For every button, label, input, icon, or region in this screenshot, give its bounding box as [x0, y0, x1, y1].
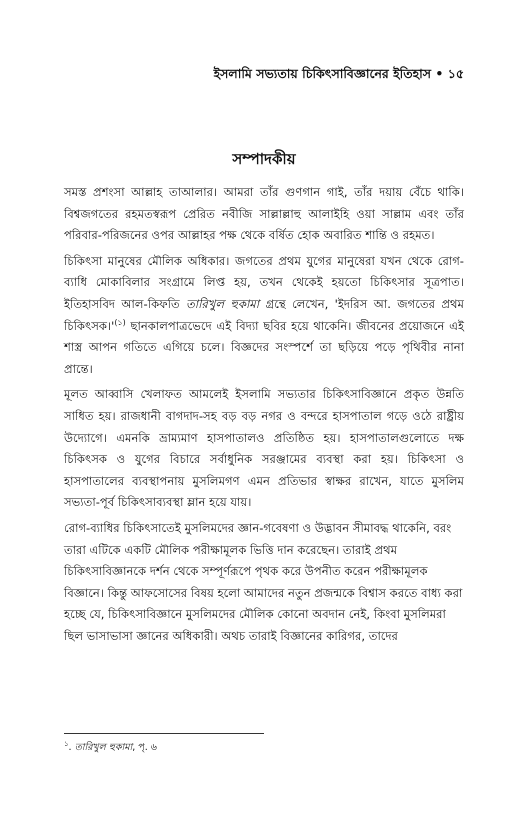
- paragraph-2-part-3: ছানকালপাত্রভেদে এই বিদ্যা ছবির হয়ে থাকেনি। জীবনের প্রয়োজনে এই শাস্ত্র আপন গতিতে এগিয়ে চলে। বিজ্ঞদের সংস্পর্শে তা ছড়িয়ে পড়ে পৃথিবীর নানা প্রান্তে।: [64, 318, 464, 376]
- paragraph-3: মূলত আব্বাসি খেলাফত আমলেই ইসলামি সভ্যতার চিকিৎসাবিজ্ঞানে প্রকৃত উন্নতি সাধিত হয়। রাজধানী বাগদাদ-সহ বড় বড় নগর ও বন্দরে হাসপাতাল গড়ে ওঠে রাষ্ট্রীয় উদ্যোগে। এমনকি ভ্রাম্যমাণ হাসপাতালও প্রতিষ্ঠিত হয়। হাসপাতালগুলোতে দক্ষ চিকিৎসক ও যুগের বিচারে সর্বাধুনিক সরঞ্জামের ব্যবস্থা করা হয়। চিকিৎসা ও হাসপাতালের ব্যবস্থাপনায় মুসলিমগণ এমন প্রতিভার স্বাক্ষর রাখেন, যাতে মুসলিম সভ্যতা-পূর্ব চিকিৎসাব্যবস্থা ম্লান হয়ে যায়।: [64, 387, 464, 510]
- paragraph-2-part-2: গ্রন্থে লেখেন, 'ইদরিস আ. জগতের প্রথম চিকিৎসক।': [64, 296, 464, 333]
- paragraph-2: [64, 251, 464, 381]
- footnote-number: ১: [64, 739, 69, 748]
- body-text: [64, 182, 464, 651]
- footnote-page-ref: , পৃ. ৬: [132, 742, 157, 753]
- book-title-reference: তারিখুল হুকামা: [186, 296, 260, 311]
- paragraph-2-part-1: চিকিৎসা মানুষের মৌলিক অধিকার। জগতের প্রথম যুগের মানুষেরা যখন থেকে রোগ-ব্যাধি মোকাবিলার সংগ্রামে লিপ্ত হয়, তখন থেকেই হয়তো চিকিৎসার সূত্রপাত। ইতিহাসবিদ আল-কিফতি: [64, 253, 464, 311]
- footnote-source: তারিখুল হুকামা: [74, 742, 133, 753]
- running-header: ইসলামি সভ্যতায় চিকিৎসাবিজ্ঞানের ইতিহাস • ১৫: [213, 66, 464, 81]
- footnote-reference: (১): [114, 317, 126, 327]
- section-title: সম্পাদকীয়: [232, 150, 296, 168]
- footnote-divider: [64, 733, 264, 734]
- footnote: $^১$. তারিখুল হুকামা, পৃ. ৬: [64, 739, 157, 753]
- paragraph-1: সমস্ত প্রশংসা আল্লাহ তাআলার। আমরা তাঁর গুণগান গাই, তাঁর দয়ায় বেঁচে থাকি। বিশ্বজগতের রহমতস্বরূপ প্রেরিত নবীজি সাল্লাল্লাহু আলাইহি ওয়া সাল্লাম এবং তাঁর পরিবার-পরিজনের ওপর আল্লাহর পক্ষ থেকে বর্ষিত হোক অবারিত শান্তি ও রহমত।: [64, 185, 464, 243]
- paragraph-4: রোগ-ব্যাধির চিকিৎসাতেই মুসলিমদের জ্ঞান-গবেষণা ও উদ্ভাবন সীমাবদ্ধ থাকেনি, বরং তারা এটিকে একটি মৌলিক পরীক্ষামূলক ভিত্তি দান করেছেন। তারাই প্রথম চিকিৎসাবিজ্ঞানকে দর্শন থেকে সম্পূর্ণরূপে পৃথক করে উপনীত করেন পরীক্ষামূলক বিজ্ঞানে। কিন্তু আফসোসের বিষয় হলো আমাদের নতুন প্রজন্মকে বিশ্বাস করতে বাধ্য করা হচ্ছে যে, চিকিৎসাবিজ্ঞানে মুসলিমদের মৌলিক কোনো অবদান নেই, কিংবা মুসলিমরা ছিল ভাসাভাসা জ্ঞানের অধিকারী। অথচ তারাই বিজ্ঞানের কারিগর, তাদের: [64, 520, 463, 643]
